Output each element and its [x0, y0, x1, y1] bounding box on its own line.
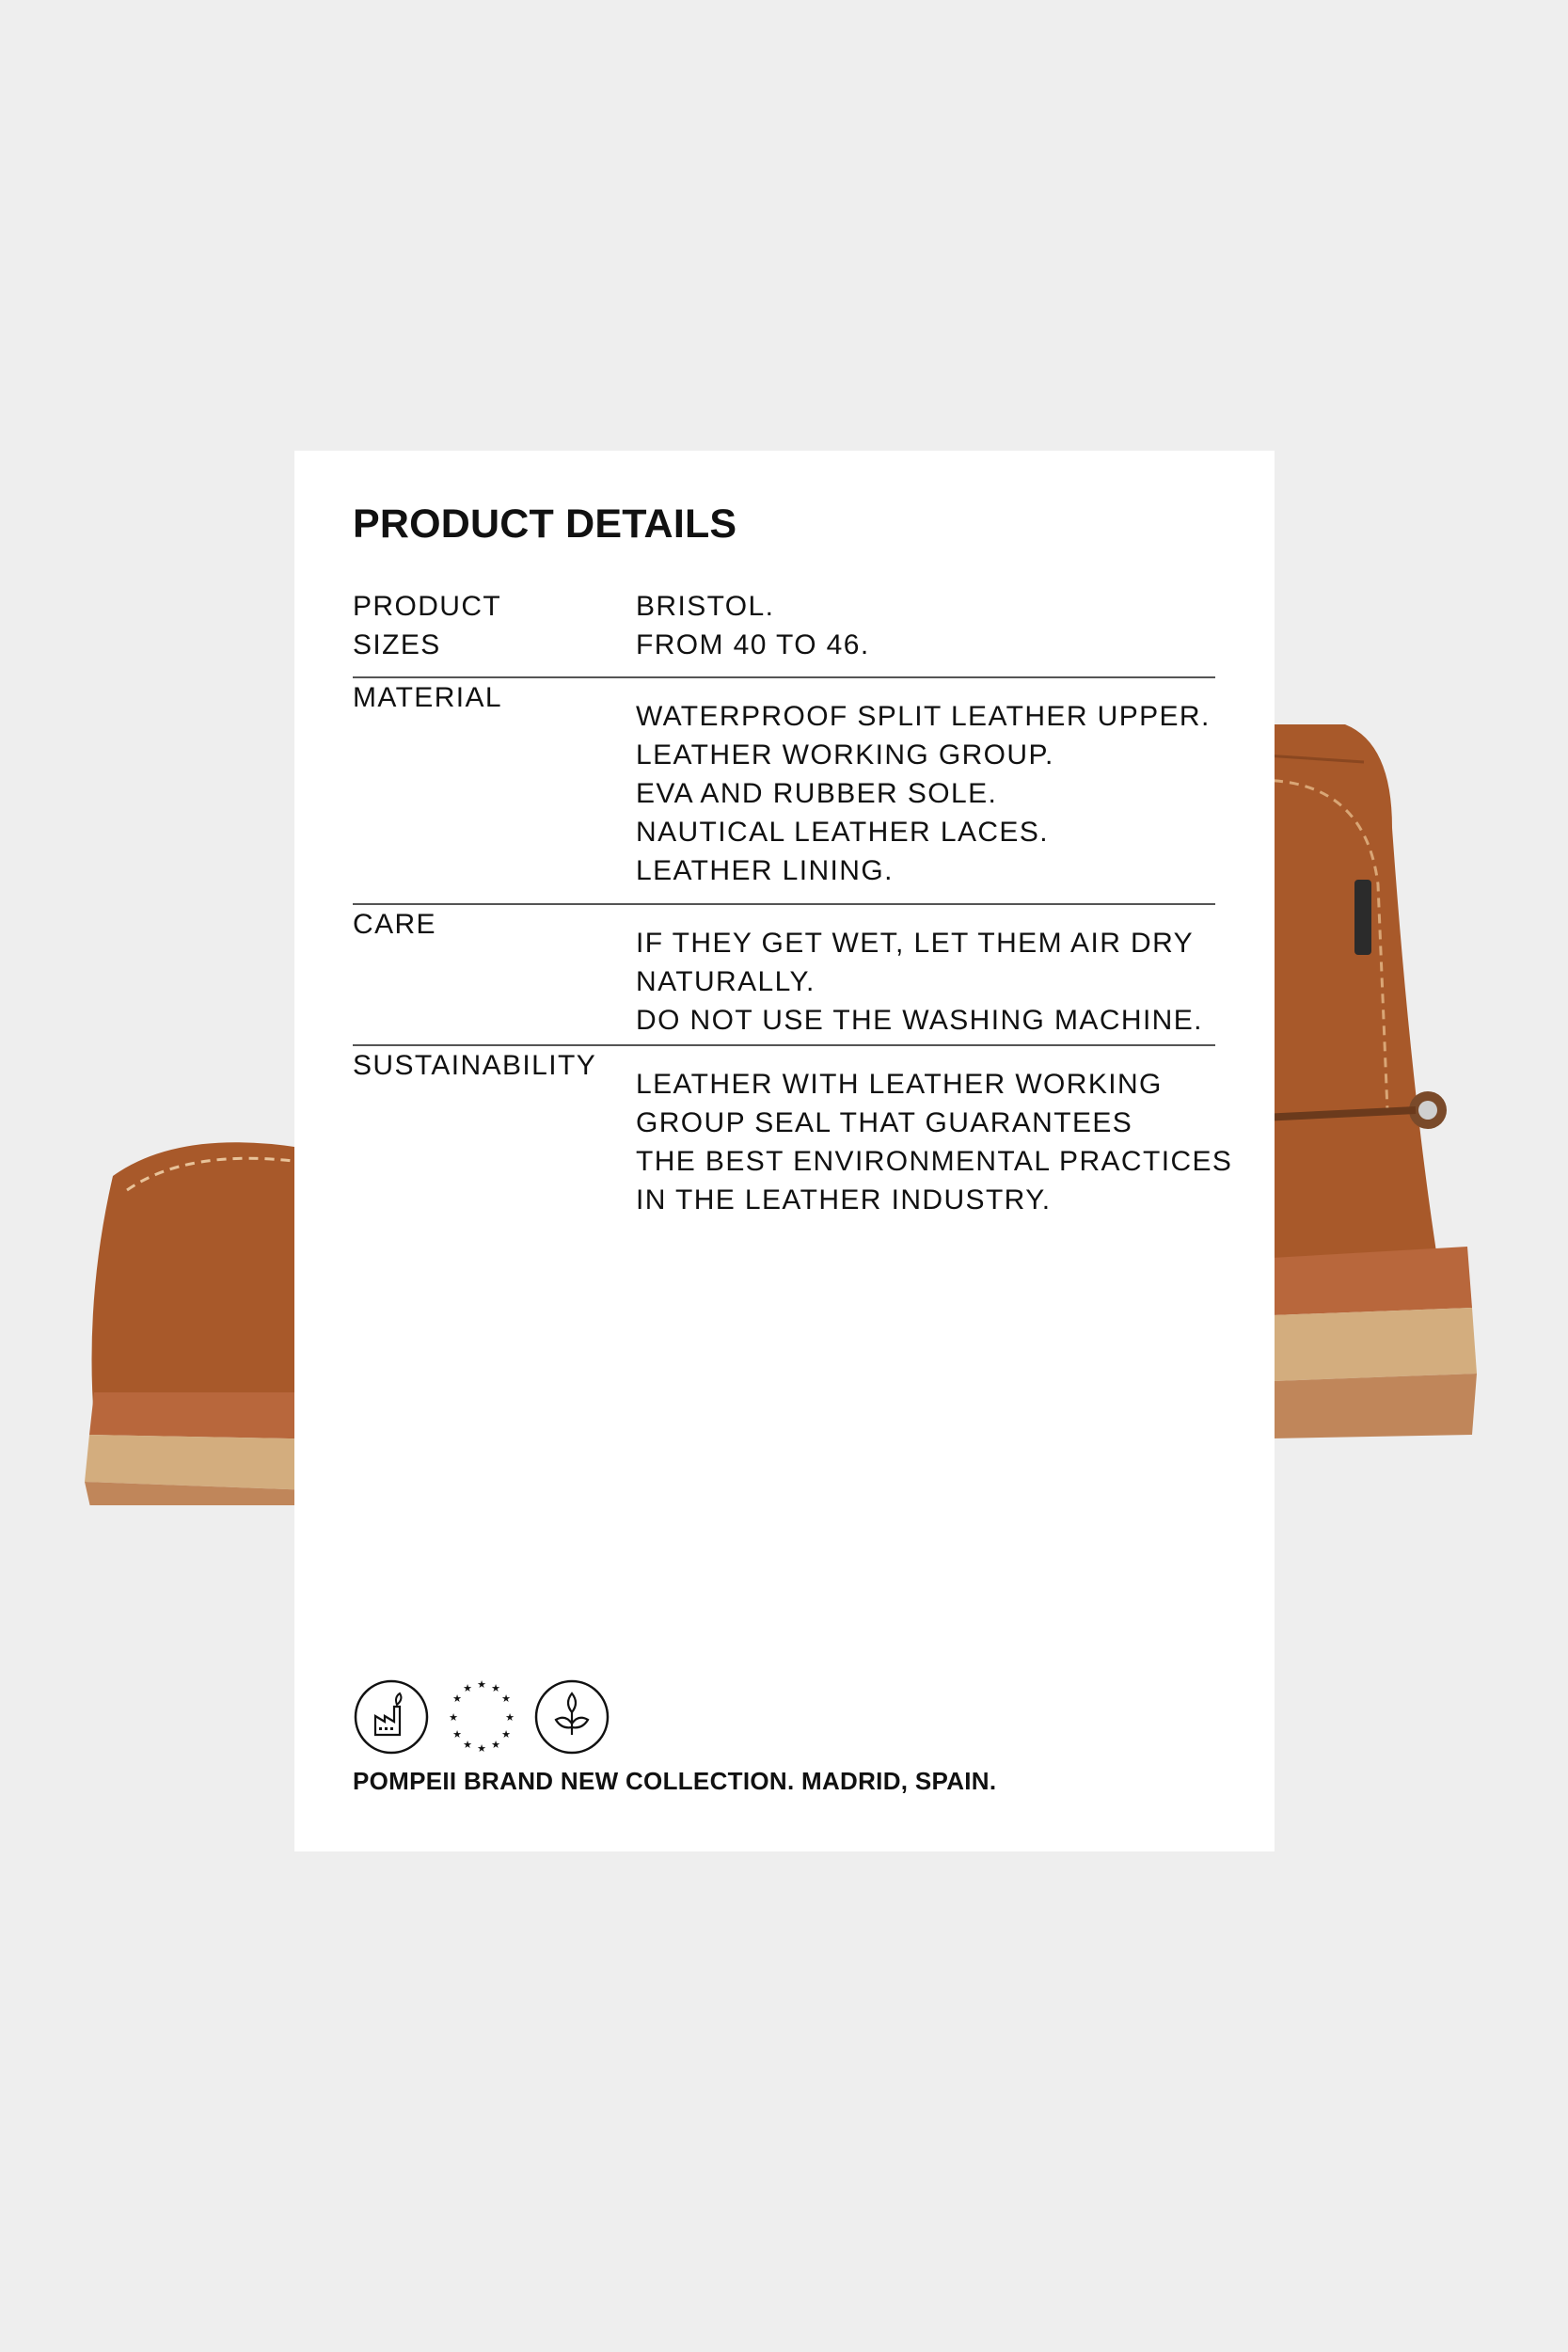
- brand-footer: POMPEII BRAND NEW COLLECTION. MADRID, SPAIN.: [353, 1767, 997, 1795]
- detail-value-care-line: IF THEY GET WET, LET THEM AIR DRY: [636, 928, 1194, 959]
- eu-stars-icon: [443, 1678, 520, 1756]
- detail-value-sustainability-line: GROUP SEAL THAT GUARANTEES: [636, 1107, 1133, 1138]
- detail-label-material: MATERIAL: [353, 682, 503, 713]
- product-details-card: [294, 451, 1275, 1851]
- detail-value-product: BRISTOL.: [636, 591, 775, 622]
- leaf-icon: [533, 1678, 610, 1756]
- detail-value-material-line: NAUTICAL LEATHER LACES.: [636, 817, 1049, 848]
- svg-text:★: ★: [463, 1682, 472, 1694]
- svg-text:★: ★: [452, 1692, 462, 1705]
- factory-icon: [353, 1678, 430, 1756]
- detail-label-sizes: SIZES: [353, 629, 441, 660]
- svg-text:★: ★: [491, 1682, 500, 1694]
- detail-label-sustainability: SUSTAINABILITY: [353, 1050, 597, 1081]
- details-row-sustainability: [353, 1046, 1233, 1219]
- svg-text:★: ★: [452, 1728, 462, 1740]
- detail-label-care: CARE: [353, 909, 436, 940]
- svg-text:★: ★: [449, 1711, 458, 1724]
- detail-value-sustainability-line: THE BEST ENVIRONMENTAL PRACTICES: [636, 1146, 1233, 1177]
- svg-text:★: ★: [501, 1728, 511, 1740]
- detail-value-material-line: LEATHER LINING.: [636, 855, 894, 886]
- details-row-material: [353, 678, 1215, 905]
- svg-text:★: ★: [477, 1678, 486, 1691]
- detail-label-product: PRODUCT: [353, 591, 502, 622]
- detail-value-material-line: EVA AND RUBBER SOLE.: [636, 778, 998, 809]
- svg-text:★: ★: [463, 1739, 472, 1751]
- detail-value-sustainability-line: LEATHER WITH LEATHER WORKING: [636, 1069, 1163, 1100]
- details-row-product-sizes: [353, 587, 1215, 678]
- card-title: PRODUCT DETAILS: [353, 501, 737, 547]
- detail-value-care-line: NATURALLY.: [636, 966, 816, 997]
- detail-value-sizes: FROM 40 TO 46.: [636, 629, 870, 660]
- svg-text:★: ★: [501, 1692, 511, 1705]
- detail-value-sustainability-line: IN THE LEATHER INDUSTRY.: [636, 1184, 1052, 1216]
- details-table: [353, 587, 1233, 1219]
- details-row-care: [353, 905, 1215, 1046]
- svg-text:★: ★: [505, 1711, 515, 1724]
- detail-value-care-line: DO NOT USE THE WASHING MACHINE.: [636, 1005, 1203, 1036]
- svg-text:★: ★: [477, 1742, 486, 1755]
- svg-text:★: ★: [491, 1739, 500, 1751]
- detail-value-material-line: LEATHER WORKING GROUP.: [636, 739, 1054, 771]
- detail-value-material-line: WATERPROOF SPLIT LEATHER UPPER.: [636, 701, 1211, 732]
